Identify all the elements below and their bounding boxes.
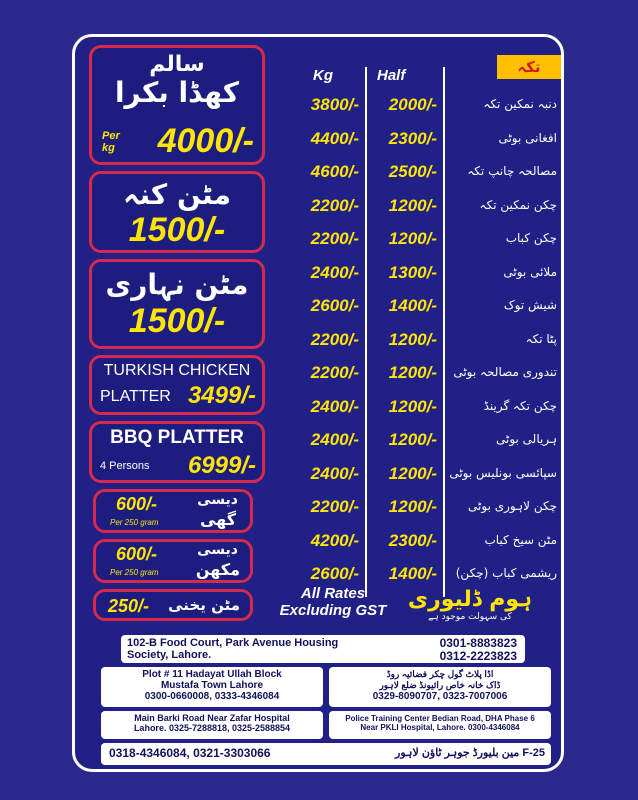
khada-bakra-box [89, 45, 265, 165]
salam-label: سالم [149, 52, 205, 77]
desi-ghee-label2: گھی [199, 510, 236, 529]
desi-makhan-price: 600/- [116, 544, 158, 564]
half-price: 1400/- [388, 296, 437, 315]
item-name: ریشمی کباب (چکن) [455, 566, 557, 580]
half-price: 2500/- [388, 162, 437, 181]
turkish-line1: TURKISH CHICKEN [103, 362, 251, 379]
desi-ghee-label1: دیسی [197, 492, 238, 508]
item-name: مٹن سیخ کباب [484, 532, 557, 547]
mutton-yakhni-box [93, 589, 253, 621]
mutton-nihari-box [89, 259, 265, 349]
tikka-tag: تکہ [497, 55, 561, 79]
yakhni-label: مٹن یخنی [168, 596, 240, 614]
half-price: 1200/- [388, 229, 437, 248]
branch-dha-phase6 [329, 711, 551, 739]
kg-price: 2400/- [310, 262, 359, 282]
desi-makhan-label1: دیسی [197, 542, 238, 558]
menu-row [287, 357, 557, 389]
kg-price: 4200/- [310, 530, 359, 550]
bbq-price: 6999/- [187, 452, 256, 479]
b3-line2: ڈاک خانہ خاص رائیونڈ ضلع لاہور [379, 680, 501, 690]
rates-note [273, 585, 393, 619]
turkish-platter-box [89, 355, 265, 415]
per-kg-label: Per kg [102, 130, 120, 154]
turkish-price: 3499/- [187, 382, 256, 409]
b1-line1: 102-B Food Court, Park Avenue Housing [127, 637, 339, 649]
branch-barki-road [101, 711, 323, 739]
item-name: افغانی بوٹی [498, 130, 557, 145]
item-name: دنبہ نمکین تکہ [483, 97, 557, 111]
b3-line1: اڈا پلاٹ گول چکر فضائیہ روڈ [386, 669, 494, 679]
bbq-persons: 4 Persons [100, 460, 150, 472]
half-price: 1200/- [388, 463, 437, 483]
menu-row [287, 190, 557, 222]
yakhni-price: 250/- [108, 596, 150, 616]
item-name: شیش توک [503, 298, 557, 312]
delivery-sub-label: کی سہولت موجود ہے [428, 612, 512, 622]
b6-phone: 0318-4346084, 0321-3303066 [109, 746, 271, 760]
item-name: ہریالی بوٹی [495, 432, 557, 446]
kg-price: 2200/- [310, 195, 359, 215]
kunna-price: 1500/- [128, 211, 226, 249]
desi-ghee-unit: Per 250 gram [110, 518, 159, 527]
col-half-header: Half [377, 67, 406, 84]
kg-price: 2200/- [310, 497, 359, 516]
desi-makhan-label2: مکھن [195, 560, 240, 579]
kg-price: 2600/- [310, 296, 359, 315]
b1-phone2: 0312-2223823 [439, 649, 517, 663]
kg-price: 4600/- [310, 162, 359, 181]
b6-address: 25-F مین بلیورڈ جوہر ٹاؤن لاہور [395, 747, 545, 759]
khada-bakra-label: کھڈا بکرا [114, 76, 240, 109]
kg-price: 3800/- [310, 95, 359, 114]
bbq-platter-box [89, 421, 265, 483]
all-rates-label: All Rates [300, 585, 366, 602]
menu-row [287, 89, 557, 121]
b3-phone: 0329-8090707, 0323-7007006 [372, 691, 508, 702]
desi-makhan-unit: Per 250 gram [110, 568, 159, 577]
half-price: 1200/- [388, 497, 437, 516]
kg-price: 2200/- [310, 363, 359, 382]
item-name: مصالحہ چانپ تکہ [467, 164, 557, 178]
home-delivery-label: ہوم ڈلیوری [407, 587, 533, 612]
b2-phone: 0300-0660008, 0333-4346084 [144, 691, 280, 702]
item-name: چکن لاہوری بوٹی [468, 499, 557, 513]
half-price: 1400/- [388, 564, 437, 583]
bbq-title: BBQ PLATTER [110, 427, 244, 448]
menu-row [287, 123, 557, 155]
menu-row [287, 525, 557, 557]
mutton-kunna-label: مٹن کنہ [123, 178, 231, 211]
item-name: چکن تکہ گرینڈ [483, 398, 557, 413]
menu-row [287, 491, 557, 523]
branch-raiwind [329, 667, 551, 707]
half-price: 1200/- [388, 430, 437, 449]
menu-row [287, 324, 557, 356]
kg-price: 2200/- [310, 229, 359, 248]
b1-line2: Society, Lahore. [127, 649, 212, 661]
kg-price: 2400/- [310, 430, 359, 449]
b5-line1: Police Training Center Bedian Road, DHA Phase 6 [345, 714, 535, 723]
menu-row [287, 424, 557, 456]
menu-row [287, 257, 557, 289]
kg-price: 2600/- [310, 564, 359, 583]
excluding-gst-label: Excluding GST [279, 602, 387, 619]
item-name: سپائسی بونلیس بوٹی [449, 465, 557, 480]
col-kg-header: Kg [313, 67, 333, 84]
branch-park-avenue [121, 635, 525, 663]
menu-row [287, 156, 557, 188]
menu-card [72, 34, 564, 772]
branch-mustafa-town [101, 667, 323, 707]
half-price: 1200/- [388, 363, 437, 382]
half-price: 2000/- [388, 95, 437, 114]
item-name: ملائی بوٹی [503, 264, 557, 279]
half-price: 1200/- [388, 329, 437, 349]
item-name: چکن نمکین تکہ [479, 197, 557, 212]
bakra-price: 4000/- [157, 122, 254, 160]
half-price: 1200/- [388, 195, 437, 215]
kg-price: 2400/- [310, 463, 359, 483]
desi-ghee-price: 600/- [116, 494, 158, 514]
turkish-line2: PLATTER [100, 388, 171, 405]
branch-johar-town [101, 743, 551, 765]
item-name: چکن کباب [505, 231, 557, 245]
b4-line2: Lahore. 0325-7288818, 0325-2588854 [133, 723, 291, 733]
specials-column [89, 45, 265, 627]
b2-line2: Mustafa Town Lahore [160, 680, 264, 691]
menu-row [287, 458, 557, 490]
b4-line1: Main Barki Road Near Zafar Hospital [134, 713, 290, 723]
menu-row [287, 290, 557, 322]
b1-phone1: 0301-8883823 [439, 636, 517, 650]
b2-line1: Plot # 11 Hadayat Ullah Block [142, 669, 282, 680]
half-price: 2300/- [388, 128, 437, 148]
kg-price: 4400/- [310, 128, 359, 148]
half-price: 2300/- [388, 530, 437, 550]
home-delivery [405, 587, 535, 622]
kg-price: 2200/- [310, 329, 359, 349]
menu-row [287, 391, 557, 423]
mutton-nihari-label: مٹن نہاری [105, 268, 249, 301]
nihari-price: 1500/- [128, 302, 226, 340]
mutton-kunna-box [89, 171, 265, 253]
item-name: پٹا تکہ [525, 331, 557, 346]
menu-row [287, 223, 557, 255]
half-price: 1300/- [388, 262, 437, 282]
item-name: تندوری مصالحہ بوٹی [453, 365, 557, 379]
b5-line2: Near PKLI Hospital, Lahore. 0300-4346084 [360, 723, 520, 732]
desi-makhan-box [93, 539, 253, 583]
half-price: 1200/- [388, 396, 437, 416]
kg-price: 2400/- [310, 396, 359, 416]
desi-ghee-box [93, 489, 253, 533]
